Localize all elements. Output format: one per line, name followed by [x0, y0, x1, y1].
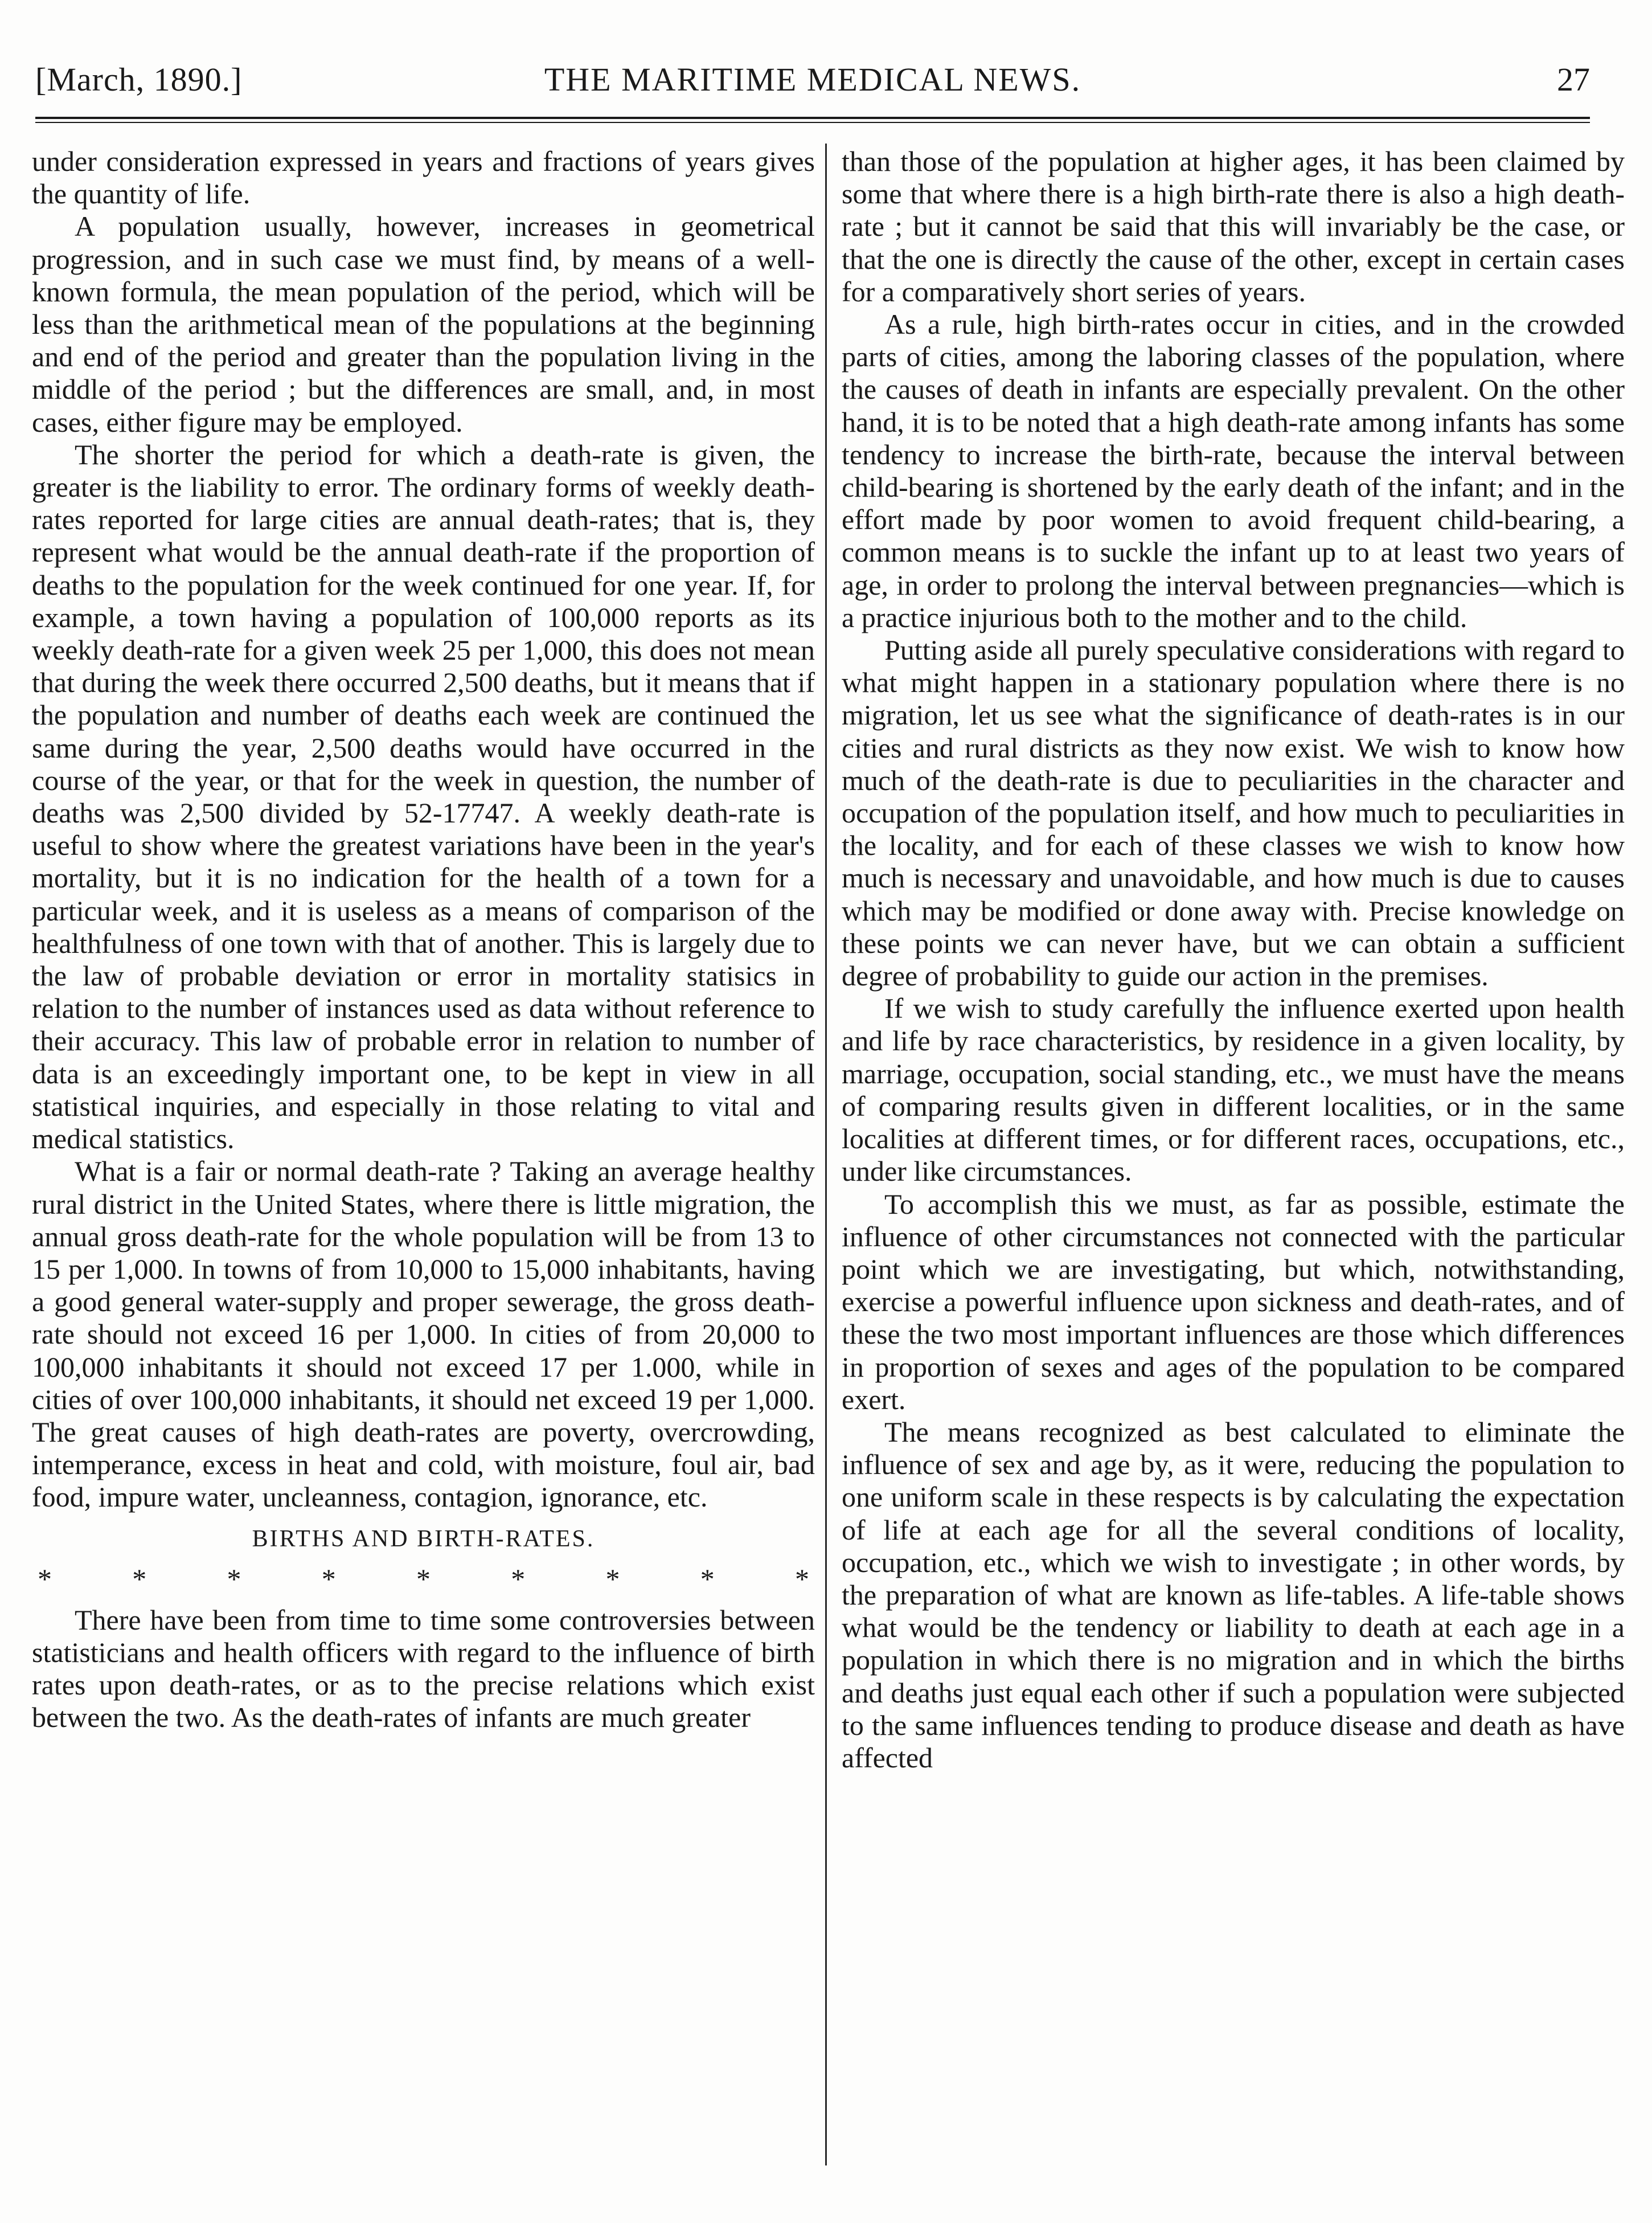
asterisk: *: [38, 1562, 52, 1595]
asterisk: *: [227, 1562, 241, 1595]
paragraph: The shorter the period for which a death-rate is given, the greater is the liability to error. The ordinary forms of weekly death-rates reported for large cities are annual death-rates; that is, they represent what would be the annual death-rate if the proportion of deaths to the population for the week continued for one year. If, for example, a town having a population of 100,000 reports as its weekly death-rate for a given week 25 per 1,000, this does not mean that during the week there occurred 2,500 deaths, but it means that if the population and number of deaths each week are continued the same during the year, 2,500 deaths would have occurred in the course of the year, or that for the week in question, the number of deaths was 2,500 divided by 52-17747. A weekly death-rate is useful to show where the greatest variations have been in the year's mortality, but it is no indication for the health of a town for a particular week, and it is useless as a means of comparison of the healthfulness of one town with that of another. This is largely due to the law of probable deviation or error in mortality statisics in relation to the number of instances used as data without reference to their accuracy. This law of probable error in relation to number of data is an exceedingly important one, to be kept in view in all statistical inquiries, and especially in those relating to vital and medical statistics.: [32, 438, 815, 1155]
asterisk: *: [795, 1562, 809, 1595]
column-divider: [825, 144, 827, 2165]
asterisk: *: [132, 1562, 147, 1595]
section-heading: BIRTHS AND BIRTH-RATES.: [252, 1525, 595, 1552]
header-rule-thick: [35, 117, 1590, 119]
paragraph: Putting aside all purely speculative considerations with regard to what might happen in a stationary population where there is no migration, let us see what the significance of death-rates is in our cities and rural districts as they now exist. We wish to know how much of the death-rate is due to peculiarities in the character and occupation of the population itself, and how much to peculiarities in the locality, and for each of these classes we wish to know how much is necessary and unavoidable, and how much is due to causes which may be modified or done away with. Precise knowledge on these points we can never have, but we can obtain a sufficient degree of probability to guide our action in the premises.: [842, 634, 1625, 992]
paragraph: A population usually, however, increases in geometrical progression, and in such case we must find, by means of a well-known formula, the mean population of the period, which will be less than the arithmetical mean of the populations at the beginning and end of the period and greater than the population living in the middle of the period ; but the differences are small, and, in most cases, either figure may be employed.: [32, 210, 815, 438]
asterism-row: [32, 1562, 815, 1596]
asterisk: *: [511, 1562, 526, 1595]
asterisk: *: [605, 1562, 620, 1595]
header-rule-thin: [35, 122, 1590, 123]
left-column: [32, 145, 815, 2173]
page-header: [35, 57, 1590, 103]
paragraph: What is a fair or normal death-rate ? Taking an average healthy rural district in the United States, where there is little migration, the annual gross death-rate for the whole population will be from 13 to 15 per 1,000. In towns of from 10,000 to 15,000 inhabitants, having a good general water-supply and proper sewerage, the gross death-rate should not exceed 16 per 1,000. In cities of from 20,000 to 100,000 inhabitants it should not exceed 17 per 1.000, while in cities of over 100,000 inhabitants, it should net exceed 19 per 1,000. The great causes of high death-rates are poverty, overcrowding, intemperance, excess in heat and cold, with moisture, foul air, bad food, impure water, uncleanness, contagion, ignorance, etc.: [32, 1155, 815, 1513]
right-column: [842, 145, 1625, 2173]
paragraph: The means recognized as best calculated to eliminate the influence of sex and age by, as it were, reducing the population to one uniform scale in these respects is by calculating the expectation of life at each age for all the several conditions of locality, occupation, etc., which we wish to investigate ; in other words, by the preparation of what are known as life-tables. A life-table shows what would be the tendency or liability to death at each age in a population in which there is no migration and in which the births and deaths just equal each other if such a population were subjected to the same influences tending to produce disease and death as have affected: [842, 1415, 1625, 1774]
paragraph: To accomplish this we must, as far as possible, estimate the influence of other circumstances not connected with the particular point which we are investigating, but which, notwithstanding, exercise a powerful influence upon sickness and death-rates, and of these the two most important influences are those which differences in proportion of sexes and ages of the population to be compared exert.: [842, 1188, 1625, 1415]
asterisk: *: [321, 1562, 336, 1595]
page-number: 27: [1557, 61, 1590, 98]
journal-title: THE MARITIME MEDICAL NEWS.: [544, 61, 1081, 98]
paragraph: than those of the population at higher ages, it has been claimed by some that where there is a high birth-rate there is also a high death-rate ; but it cannot be said that this will invariably be the case, or that the one is directly the cause of the other, except in certain cases for a comparatively short series of years.: [842, 145, 1625, 308]
paragraph: As a rule, high birth-rates occur in cities, and in the crowded parts of cities, among the laboring classes of the population, where the causes of death in infants are especially prevalent. On the other hand, it is to be noted that a high death-rate among infants has some tendency to increase the birth-rate, because the interval between child-bearing is shortened by the early death of the infant; and in the effort made by poor women to avoid frequent child-bearing, a common means is to suckle the infant up to at least two years of age, in order to prolong the interval between pregnancies—which is a practice injurious both to the mother and to the child.: [842, 308, 1625, 633]
asterisk: *: [416, 1562, 431, 1595]
paragraph: If we wish to study carefully the influence exerted upon health and life by race characteristics, by residence in a given locality, by marriage, occupation, social standing, etc., we must have the means of comparing results given in different localities, or in the same localities at different times, or for different races, occupations, etc., under like circumstances.: [842, 992, 1625, 1188]
paragraph: under consideration expressed in years and fractions of years gives the quantity of life.: [32, 145, 815, 210]
issue-date: [March, 1890.]: [35, 61, 243, 98]
asterisk: *: [700, 1562, 715, 1595]
paragraph: There have been from time to time some controversies between statisticians and health officers with regard to the influence of birth rates upon death-rates, or as to the precise relations which exist between the two. As the death-rates of infants are much greater: [32, 1603, 815, 1734]
